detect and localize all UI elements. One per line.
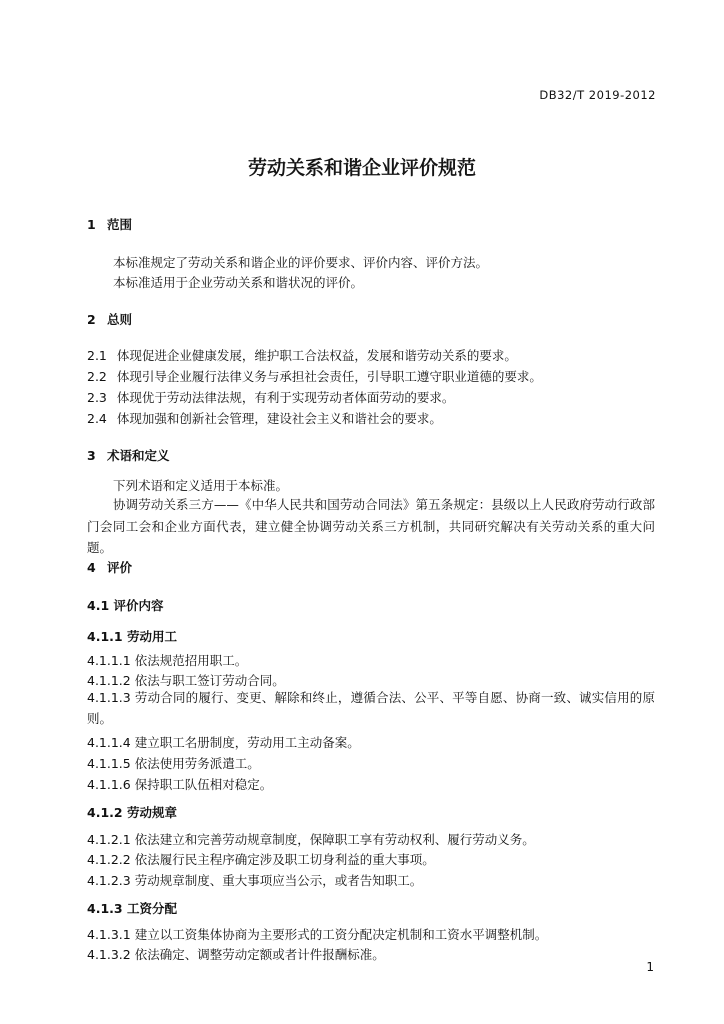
- section-2-heading: [87, 310, 132, 328]
- section-number: 4: [87, 560, 96, 575]
- subsection-heading: 4.1.2 劳动规章: [87, 805, 177, 820]
- clause-number: 2.2: [87, 369, 107, 384]
- section-title: 评价: [107, 560, 133, 575]
- clause-item: [87, 388, 454, 406]
- clause-text: 体现优于劳动法律法规，有利于实现劳动者体面劳动的要求。: [116, 390, 455, 405]
- clause-item: 4.1.1.5 依法使用劳务派遣工。: [87, 756, 260, 771]
- paragraph: 下列术语和定义适用于本标准。: [113, 478, 289, 493]
- paragraph: 本标准适用于企业劳动关系和谐状况的评价。: [113, 275, 364, 290]
- standard-code: DB32/T 2019-2012: [539, 88, 656, 102]
- subsection-heading: 4.1 评价内容: [87, 598, 164, 613]
- clause-item: 4.1.2.2 依法履行民主程序确定涉及职工切身利益的重大事项。: [87, 852, 435, 867]
- clause-text: 体现促进企业健康发展，维护职工合法权益，发展和谐劳动关系的要求。: [116, 348, 517, 363]
- paragraph: 本标准规定了劳动关系和谐企业的评价要求、评价内容、评价方法。: [113, 255, 489, 270]
- clause-text: 体现引导企业履行法律义务与承担社会责任，引导职工遵守职业道德的要求。: [116, 369, 542, 384]
- subsection-heading: 4.1.1 劳动用工: [87, 629, 177, 644]
- section-1-heading: [87, 215, 132, 233]
- section-number: 1: [87, 217, 96, 232]
- section-title: 总则: [107, 312, 133, 327]
- section-title: 术语和定义: [107, 448, 170, 463]
- page-number: 1: [646, 960, 654, 974]
- clause-number: 2.4: [87, 411, 107, 426]
- clause-item: 4.1.2.3 劳动规章制度、重大事项应当公示，或者告知职工。: [87, 873, 423, 888]
- section-number: 2: [87, 312, 96, 327]
- clause-item: [87, 346, 517, 364]
- subsection-heading: 4.1.3 工资分配: [87, 901, 177, 916]
- clause-text: 体现加强和创新社会管理，建设社会主义和谐社会的要求。: [116, 411, 442, 426]
- document-title: 劳动关系和谐企业评价规范: [247, 157, 476, 179]
- section-3-heading: [87, 446, 170, 464]
- clause-item: 4.1.1.2 依法与职工签订劳动合同。: [87, 673, 285, 688]
- clause-item: 4.1.1.3 劳动合同的履行、变更、解除和终止，遵循合法、公平、平等自愿、协商一致、诚实信用的原则。: [87, 690, 655, 726]
- clause-item: 4.1.3.2 依法确定、调整劳动定额或者计件报酬标准。: [87, 947, 385, 962]
- section-number: 3: [87, 448, 96, 463]
- clause-item: 4.1.1.4 建立职工名册制度，劳动用工主动备案。: [87, 735, 360, 750]
- clause-item: 4.1.3.1 建立以工资集体协商为主要形式的工资分配决定机制和工资水平调整机制。: [87, 927, 548, 942]
- clause-number: 2.3: [87, 390, 107, 405]
- clause-item: 4.1.1.1 依法规范招用职工。: [87, 653, 248, 668]
- clause-item: [87, 367, 542, 385]
- clause-item: [87, 409, 442, 427]
- definition-paragraph: 协调劳动关系三方——《中华人民共和国劳动合同法》第五条规定：县级以上人民政府劳动行政部门会同工会和企业方面代表，建立健全协调劳动关系三方机制，共同研究解决有关劳动关系的重大问题。: [87, 497, 655, 555]
- section-title: 范围: [107, 217, 133, 232]
- clause-item: 4.1.1.6 保持职工队伍相对稳定。: [87, 777, 273, 792]
- clause-item: 4.1.2.1 依法建立和完善劳动规章制度，保障职工享有劳动权利、履行劳动义务。: [87, 832, 535, 847]
- clause-number: 2.1: [87, 348, 107, 363]
- section-4-heading: [87, 558, 132, 576]
